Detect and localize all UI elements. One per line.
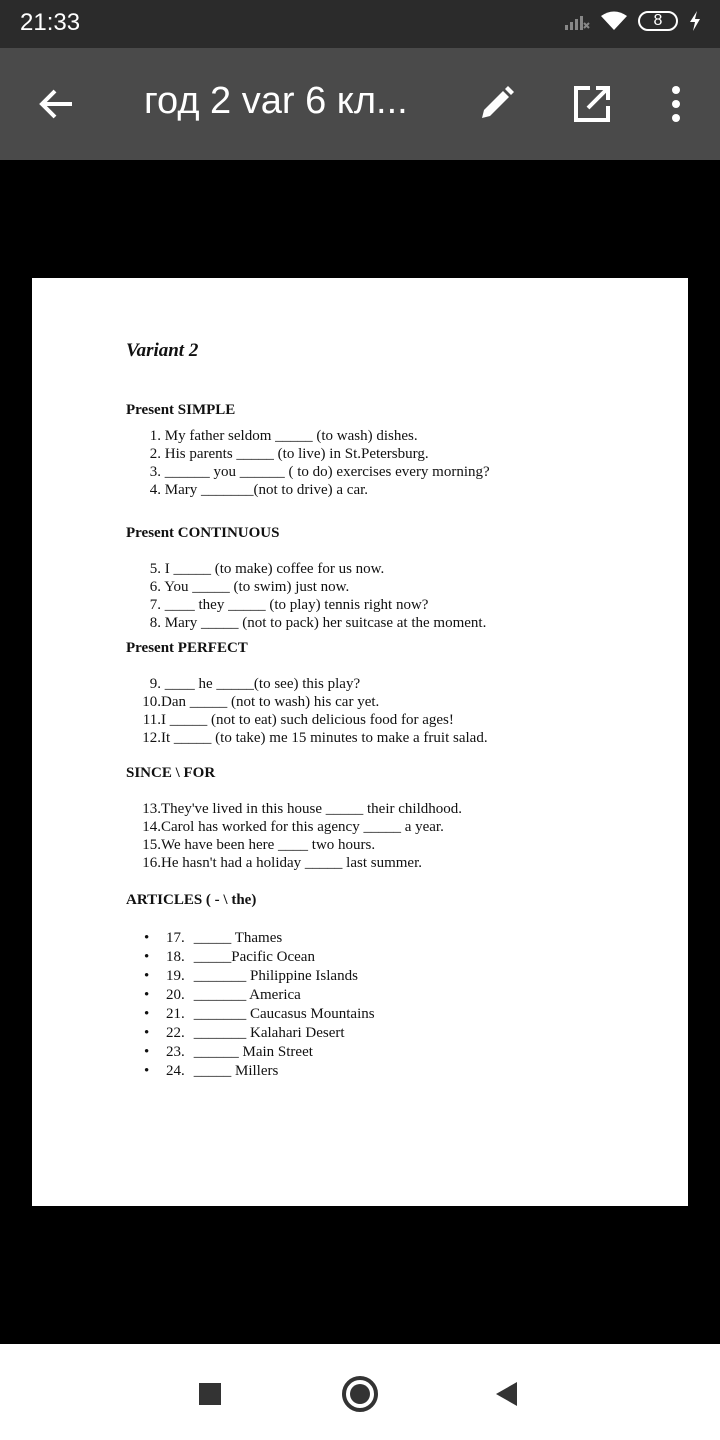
list-item: • 22. _______ Kalahari Desert	[144, 1025, 345, 1041]
item-text: _______ Kalahari Desert	[193, 1025, 345, 1041]
battery-icon	[638, 11, 678, 31]
status-icons	[564, 10, 702, 32]
list-item: • 17. _____ Thames	[144, 930, 283, 946]
document-viewer[interactable]	[0, 160, 720, 1344]
section-heading: Present SIMPLE	[126, 402, 236, 418]
list-item	[126, 854, 646, 872]
variant-title: Variant 2	[126, 340, 199, 361]
list-item	[126, 836, 646, 854]
item-number: 2.	[149, 446, 161, 462]
section-heading: SINCE \ FOR	[126, 765, 216, 781]
item-text: Dan _____ (not to wash) his car yet.	[161, 694, 380, 710]
list-item	[126, 693, 646, 711]
exercise-list	[126, 427, 646, 499]
recents-button[interactable]	[190, 1374, 230, 1414]
articles-list	[126, 929, 646, 1081]
item-number: 20.	[166, 987, 185, 1003]
list-item	[126, 560, 646, 578]
document-content	[126, 340, 646, 1081]
item-number: 5.	[149, 561, 161, 577]
item-number: 13.	[142, 801, 161, 817]
section-heading: Present CONTINUOUS	[126, 525, 280, 541]
list-item: • 18. _____Pacific Ocean	[144, 949, 315, 965]
pencil-icon	[476, 84, 516, 124]
item-text: _______ Philippine Islands	[193, 968, 358, 984]
item-text: Carol has worked for this agency _____ a year.	[161, 819, 444, 835]
app-toolbar	[0, 48, 720, 160]
list-item	[126, 481, 646, 499]
list-item: • 24. _____ Millers	[144, 1063, 279, 1079]
item-number: 21.	[166, 1006, 185, 1022]
square-icon	[198, 1382, 222, 1406]
item-text: _______ Caucasus Mountains	[193, 1006, 375, 1022]
status-bar	[0, 0, 720, 48]
item-number: 7.	[149, 597, 161, 613]
list-item	[126, 614, 646, 632]
list-item	[126, 711, 646, 729]
exercise-list	[126, 560, 646, 632]
back-nav-button[interactable]	[486, 1374, 526, 1414]
item-number: 4.	[149, 482, 161, 498]
item-number: 1.	[149, 428, 161, 444]
item-text: It _____ (to take) me 15 minutes to make a fruit salad.	[161, 730, 488, 746]
item-text: You _____ (to swim) just now.	[164, 579, 350, 595]
section-heading: Present PERFECT	[126, 640, 248, 656]
item-number: 6.	[149, 579, 161, 595]
more-vert-icon	[670, 84, 682, 124]
item-number: 19.	[166, 968, 185, 984]
list-item	[126, 675, 646, 693]
item-text: ______ you ______ ( to do) exercises every morning?	[164, 464, 490, 480]
item-number: 16.	[142, 855, 161, 871]
item-number: 24.	[166, 1063, 185, 1079]
list-item: • 21. _______ Caucasus Mountains	[144, 1006, 375, 1022]
item-text: _____ Millers	[193, 1063, 279, 1079]
circle-icon	[341, 1375, 379, 1413]
item-text: _____ Thames	[193, 930, 283, 946]
item-text: I _____ (to make) coffee for us now.	[164, 561, 385, 577]
exercise-list	[126, 675, 646, 747]
item-number: 23.	[166, 1044, 185, 1060]
back-button[interactable]	[28, 76, 84, 132]
battery-level: 8	[653, 12, 663, 29]
item-number: 12.	[142, 730, 161, 746]
item-text: My father seldom _____ (to wash) dishes.	[164, 428, 418, 444]
item-text: ______ Main Street	[193, 1044, 313, 1060]
item-text: He hasn't had a holiday _____ last summer.	[161, 855, 422, 871]
item-number: 10.	[142, 694, 161, 710]
item-text: They've lived in this house _____ their childhood.	[161, 801, 462, 817]
list-item	[126, 729, 646, 747]
more-options-button[interactable]	[648, 76, 704, 132]
document-page	[32, 278, 688, 1206]
item-number: 18.	[166, 949, 185, 965]
home-button[interactable]	[340, 1374, 380, 1414]
item-number: 3.	[149, 464, 161, 480]
item-number: 15.	[142, 837, 161, 853]
exercise-list	[126, 800, 646, 872]
list-item	[126, 596, 646, 614]
item-text: I _____ (not to eat) such delicious food for ages!	[161, 712, 454, 728]
item-text: Mary _____ (not to pack) her suitcase at the moment.	[164, 615, 487, 631]
item-text: _______ America	[193, 987, 301, 1003]
item-text: We have been here ____ two hours.	[161, 837, 376, 853]
item-text: ____ he _____(to see) this play?	[164, 676, 361, 692]
list-item	[126, 445, 646, 463]
list-item	[126, 818, 646, 836]
item-text: ____ they _____ (to play) tennis right now?	[164, 597, 429, 613]
edit-button[interactable]	[468, 76, 524, 132]
list-item	[126, 463, 646, 481]
status-time: 21:33	[20, 9, 81, 36]
list-item: • 19. _______ Philippine Islands	[144, 968, 358, 984]
charging-icon	[688, 10, 702, 32]
section-heading: ARTICLES ( - \ the)	[126, 892, 257, 908]
wifi-icon	[600, 10, 628, 32]
item-number: 22.	[166, 1025, 185, 1041]
item-number: 14.	[142, 819, 161, 835]
signal-icon	[564, 11, 590, 31]
list-item	[126, 578, 646, 596]
list-item: • 20. _______ America	[144, 987, 301, 1003]
open-external-button[interactable]	[564, 76, 620, 132]
arrow-back-icon	[36, 84, 76, 124]
list-item	[126, 800, 646, 818]
item-number: 8.	[149, 615, 161, 631]
open-external-icon	[572, 84, 612, 124]
item-number: 17.	[166, 930, 185, 946]
item-number: 11.	[142, 712, 161, 728]
list-item	[126, 427, 646, 445]
item-text: Mary _______(not to drive) a car.	[164, 482, 369, 498]
document-title: год 2 var 6 кл...	[144, 80, 408, 122]
item-text: _____Pacific Ocean	[193, 949, 315, 965]
item-text: His parents _____ (to live) in St.Petersburg.	[164, 446, 429, 462]
triangle-back-icon	[493, 1380, 519, 1408]
list-item: • 23. ______ Main Street	[144, 1044, 313, 1060]
system-nav-bar	[0, 1344, 720, 1440]
item-number: 9.	[149, 676, 161, 692]
